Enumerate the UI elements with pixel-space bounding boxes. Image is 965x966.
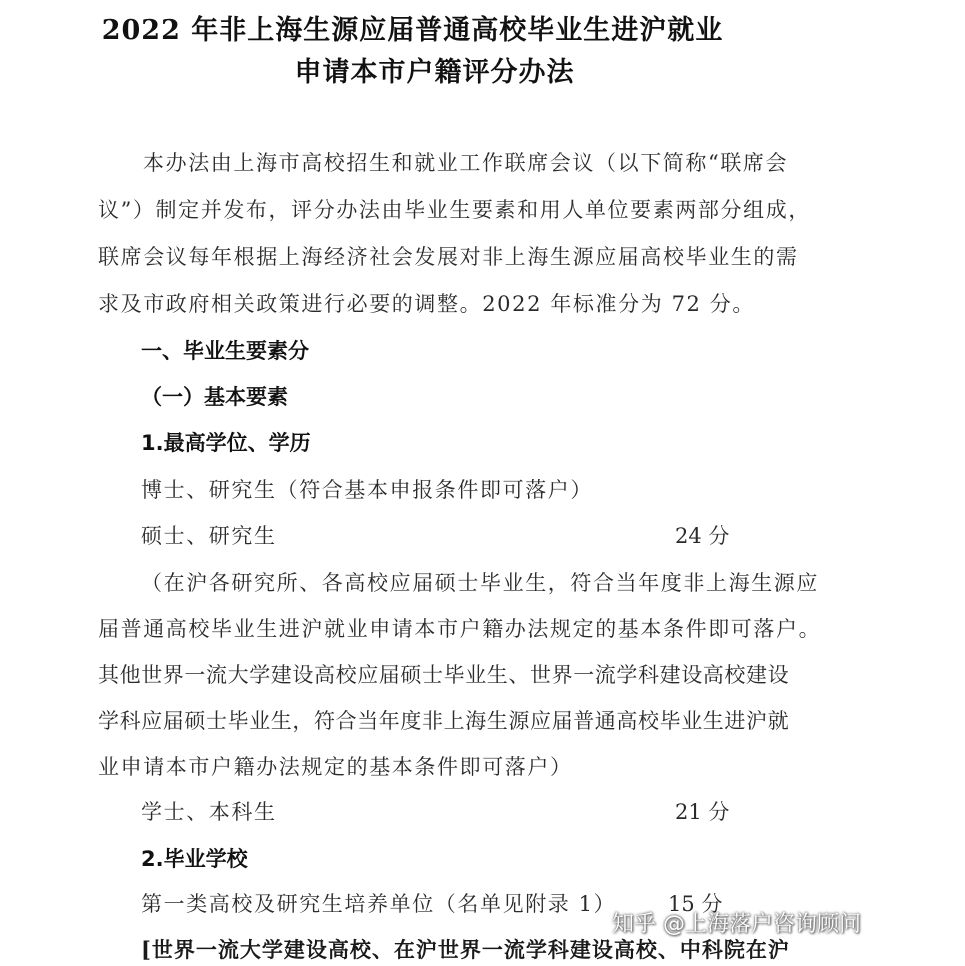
master-label: 硕士、研究生 bbox=[141, 524, 277, 548]
zhihu-watermark: 知乎 @上海落户咨询顾问 bbox=[612, 912, 861, 937]
intro-line-4: 求及市政府相关政策进行必要的调整。2022 年标准分为 72 分。 bbox=[98, 292, 755, 316]
intro-line-1: 本办法由上海市高校招生和就业工作联席会议（以下简称“联席会 bbox=[143, 151, 789, 175]
master-note-line-2: 届普通高校毕业生进沪就业申请本市户籍办法规定的基本条件即可落户。 bbox=[98, 617, 822, 641]
school-class1-score: 15 分 bbox=[668, 892, 723, 916]
item-heading-degree: 1.最高学位、学历 bbox=[141, 431, 311, 455]
intro-line-3: 联席会议每年根据上海经济社会发展对非上海生源应届高校毕业生的需 bbox=[98, 245, 799, 269]
doctor-line: 博士、研究生（符合基本申报条件即可落户） bbox=[141, 478, 593, 502]
master-note-line-4: 学科应届硕士毕业生，符合当年度非上海生源应届普通高校毕业生进沪就 bbox=[98, 709, 790, 733]
bachelor-score: 21 分 bbox=[675, 800, 730, 824]
section-heading-graduate-factors: 一、毕业生要素分 bbox=[141, 339, 309, 363]
document-title-line-1: 2022 年非上海生源应届普通高校毕业生进沪就业 bbox=[101, 15, 724, 46]
item-heading-school: 2.毕业学校 bbox=[141, 847, 248, 871]
master-note-line-5: 业申请本市户籍办法规定的基本条件即可落户） bbox=[98, 755, 573, 779]
master-score: 24 分 bbox=[675, 524, 730, 548]
document-title-line-2: 申请本市户籍评分办法 bbox=[294, 57, 575, 88]
bachelor-label: 学士、本科生 bbox=[141, 800, 277, 824]
master-note-line-3: 其他世界一流大学建设高校应届硕士毕业生、世界一流学科建设高校建设 bbox=[98, 663, 790, 687]
school-class1-detail-line: [世界一流大学建设高校、在沪世界一流学科建设高校、中科院在沪 bbox=[141, 937, 790, 962]
master-note-line-1: （在沪各研究所、各高校应届硕士毕业生，符合当年度非上海生源应 bbox=[141, 571, 819, 595]
school-class1-label: 第一类高校及研究生培养单位（名单见附录 1） bbox=[141, 892, 617, 916]
subsection-heading-basic-factors: （一）基本要素 bbox=[141, 385, 288, 409]
intro-line-2: 议”）制定并发布，评分办法由毕业生要素和用人单位要素两部分组成， bbox=[98, 198, 811, 222]
